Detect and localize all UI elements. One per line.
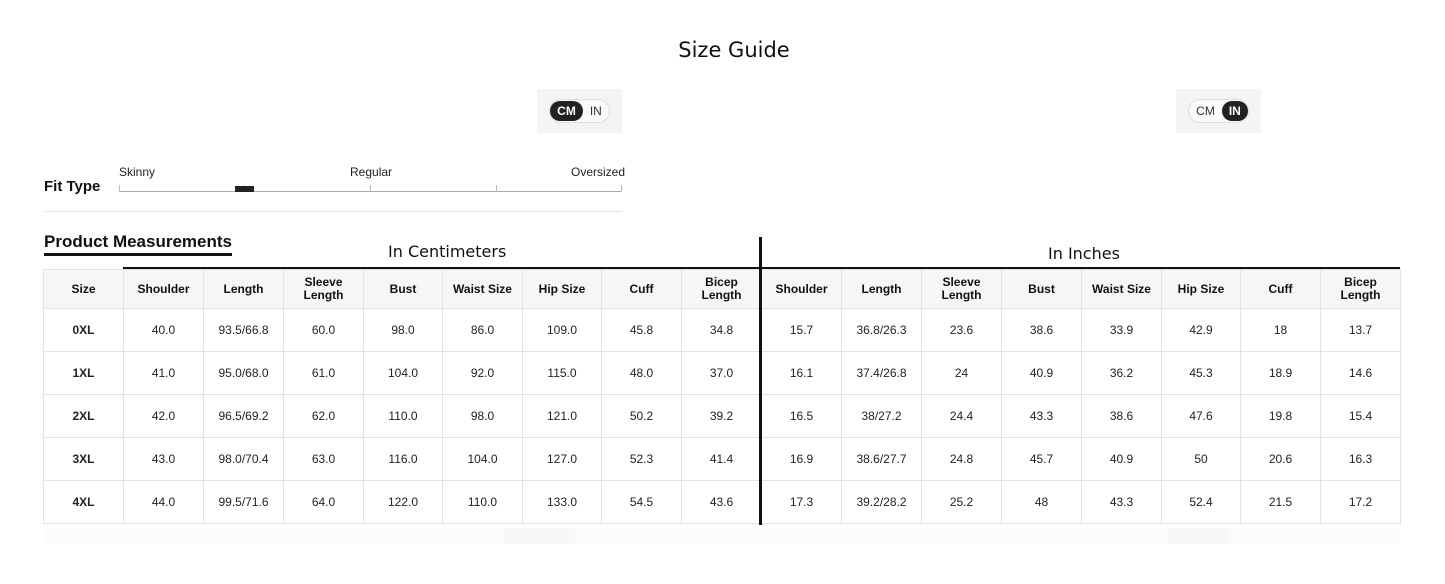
cm-value-cell: 86.0 [443,309,523,352]
cm-value-cell: 50.2 [602,395,682,438]
cm-value-cell: 95.0/68.0 [204,352,284,395]
table-header-row [44,270,1401,309]
in-value-cell: 36.2 [1082,352,1162,395]
cm-value-cell: 92.0 [443,352,523,395]
in-value-cell: 45.7 [1002,438,1082,481]
cm-value-cell: 63.0 [284,438,364,481]
cm-value-cell: 60.0 [284,309,364,352]
in-value-cell: 19.8 [1241,395,1321,438]
cm-value-cell: 41.0 [124,352,204,395]
cm-value-cell: 110.0 [364,395,443,438]
cm-value-cell: 43.0 [124,438,204,481]
in-value-cell: 45.3 [1162,352,1241,395]
in-value-cell: 25.2 [922,481,1002,524]
unit-toggle-left[interactable] [549,99,610,123]
size-table [43,269,1401,524]
page-title: Size Guide [678,38,790,62]
in-value-cell: 48 [1002,481,1082,524]
in-value-cell: 36.8/26.3 [842,309,922,352]
cm-value-cell: 93.5/66.8 [204,309,284,352]
inches-section-title: In Inches [1048,244,1120,263]
unit-toggle-left-container [537,89,622,133]
centimeters-section-title: In Centimeters [388,242,507,261]
cm-value-cell: 45.8 [602,309,682,352]
in-value-cell: 21.5 [1241,481,1321,524]
cm-value-cell: 61.0 [284,352,364,395]
in-value-cell: 16.3 [1321,438,1401,481]
cm-value-cell: 104.0 [443,438,523,481]
cm-value-cell: 52.3 [602,438,682,481]
cm-value-cell: 42.0 [124,395,204,438]
cm-value-cell: 43.6 [682,481,762,524]
fit-scale-tick [119,185,120,192]
cm-value-cell: 40.0 [124,309,204,352]
in-value-cell: 17.3 [762,481,842,524]
cm-value-cell: 98.0/70.4 [204,438,284,481]
in-value-cell: 40.9 [1082,438,1162,481]
in-value-cell: 38.6 [1002,309,1082,352]
in-value-cell: 33.9 [1082,309,1162,352]
fit-scale-tick [621,185,622,192]
in-shoulder-header: Shoulder [762,270,842,309]
fit-type-label: Fit Type [44,178,101,195]
size-cell: 4XL [44,481,124,524]
cm-value-cell: 110.0 [443,481,523,524]
fit-scale-tick [496,185,497,192]
unit-toggle-right-container [1176,89,1261,133]
cm-value-cell: 127.0 [523,438,602,481]
in-value-cell: 43.3 [1082,481,1162,524]
in-length-header: Length [842,270,922,309]
size-header: Size [44,270,124,309]
cm-waist-size-header: Waist Size [443,270,523,309]
cm-value-cell: 99.5/71.6 [204,481,284,524]
fit-scale-tick [370,185,371,192]
table-row [44,481,1401,524]
size-cell: 0XL [44,309,124,352]
cm-bust-header: Bust [364,270,443,309]
in-value-cell: 16.9 [762,438,842,481]
table-row [44,309,1401,352]
cm-value-cell: 121.0 [523,395,602,438]
in-waist-size-header: Waist Size [1082,270,1162,309]
unit-in-option[interactable]: IN [589,104,602,118]
in-value-cell: 18.9 [1241,352,1321,395]
in-value-cell: 15.7 [762,309,842,352]
in-value-cell: 24.4 [922,395,1002,438]
cm-hip-size-header: Hip Size [523,270,602,309]
cm-value-cell: 37.0 [682,352,762,395]
in-value-cell: 47.6 [1162,395,1241,438]
table-row [44,438,1401,481]
in-value-cell: 39.2/28.2 [842,481,922,524]
size-cell: 1XL [44,352,124,395]
scroll-fade [503,528,575,544]
fit-scale-marker [235,186,254,192]
in-value-cell: 16.1 [762,352,842,395]
cm-value-cell: 116.0 [364,438,443,481]
in-value-cell: 50 [1162,438,1241,481]
section-divider [759,237,762,525]
cm-value-cell: 54.5 [602,481,682,524]
cm-cuff-header: Cuff [602,270,682,309]
cm-shoulder-header: Shoulder [124,270,204,309]
in-value-cell: 24 [922,352,1002,395]
in-value-cell: 24.8 [922,438,1002,481]
fit-skinny-label: Skinny [119,165,156,179]
cm-value-cell: 122.0 [364,481,443,524]
cm-value-cell: 44.0 [124,481,204,524]
cm-bicep-length-header: Bicep Length [682,270,762,309]
in-hip-size-header: Hip Size [1162,270,1241,309]
cm-length-header: Length [204,270,284,309]
fit-regular-label: Regular [350,165,393,179]
size-cell: 3XL [44,438,124,481]
scroll-fade [1167,528,1228,544]
in-value-cell: 18 [1241,309,1321,352]
divider [44,211,622,212]
cm-value-cell: 34.8 [682,309,762,352]
in-value-cell: 52.4 [1162,481,1241,524]
in-value-cell: 15.4 [1321,395,1401,438]
unit-cm-option[interactable]: CM [550,101,583,121]
in-value-cell: 17.2 [1321,481,1401,524]
table-row [44,395,1401,438]
in-bust-header: Bust [1002,270,1082,309]
unit-cm-option[interactable]: CM [1196,104,1215,118]
in-value-cell: 43.3 [1002,395,1082,438]
cm-value-cell: 64.0 [284,481,364,524]
in-value-cell: 38.6/27.7 [842,438,922,481]
cm-value-cell: 115.0 [523,352,602,395]
table-row [44,352,1401,395]
cm-value-cell: 133.0 [523,481,602,524]
in-value-cell: 23.6 [922,309,1002,352]
fit-oversized-label: Oversized [571,165,626,179]
cm-value-cell: 39.2 [682,395,762,438]
in-value-cell: 13.7 [1321,309,1401,352]
in-bicep-length-header: Bicep Length [1321,270,1401,309]
in-sleeve-length-header: Sleeve Length [922,270,1002,309]
in-value-cell: 14.6 [1321,352,1401,395]
cm-value-cell: 98.0 [364,309,443,352]
cm-value-cell: 96.5/69.2 [204,395,284,438]
in-value-cell: 16.5 [762,395,842,438]
in-value-cell: 38/27.2 [842,395,922,438]
size-cell: 2XL [44,395,124,438]
unit-in-option[interactable]: IN [1222,101,1248,121]
cm-value-cell: 109.0 [523,309,602,352]
product-measurements-title: Product Measurements [44,232,232,256]
header-rule [123,267,1400,269]
cm-value-cell: 62.0 [284,395,364,438]
in-value-cell: 40.9 [1002,352,1082,395]
unit-toggle-right[interactable] [1188,99,1249,123]
cm-value-cell: 98.0 [443,395,523,438]
in-value-cell: 38.6 [1082,395,1162,438]
cm-value-cell: 104.0 [364,352,443,395]
in-value-cell: 37.4/26.8 [842,352,922,395]
in-cuff-header: Cuff [1241,270,1321,309]
cm-value-cell: 48.0 [602,352,682,395]
cm-value-cell: 41.4 [682,438,762,481]
cm-sleeve-length-header: Sleeve Length [284,270,364,309]
in-value-cell: 20.6 [1241,438,1321,481]
in-value-cell: 42.9 [1162,309,1241,352]
